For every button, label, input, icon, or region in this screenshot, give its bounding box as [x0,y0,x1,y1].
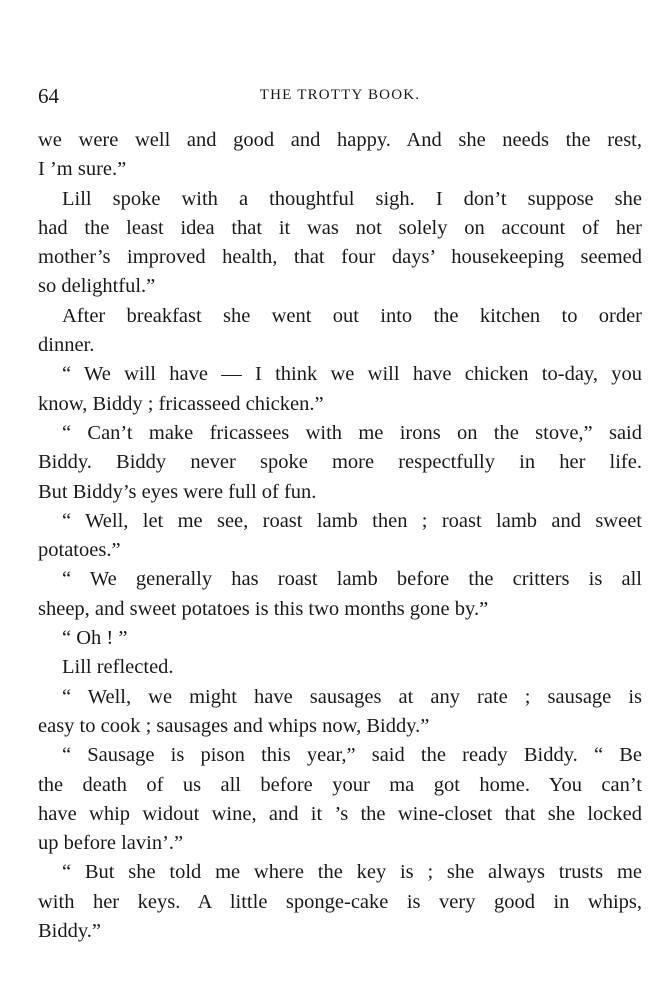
page-number: 64 [38,84,59,108]
running-title: THE TROTTY BOOK. [259,87,421,103]
text-line: Biddy. Biddy never spoke more respectfully in her life. [38,451,642,474]
text-line: easy to cook ; sausages and whips now, Biddy.” [38,714,430,737]
text-line: know, Biddy ; fricasseed chicken.” [38,392,324,415]
text-line: have whip widout wine, and it ’s the wine-closet that she locked [38,802,642,825]
text-line: mother’s improved health, that four days’ housekeeping seemed [38,246,642,269]
text-line: up before lavin’.” [38,832,184,855]
text-line: sheep, and sweet potatoes is this two months gone by.” [38,597,489,620]
text-line: I ’m sure.” [38,158,127,181]
text-line: “ Can’t make fricassees with me irons on the stove,” said [62,421,642,444]
text-line: the death of us all before your ma got home. You can’t [38,773,642,796]
text-line: we were well and good and happy. And she needs the rest, [38,129,642,151]
text-line: dinner. [38,334,95,357]
text-line: potatoes.” [38,539,121,562]
text-line: “ Well, let me see, roast lamb then ; roast lamb and sweet [62,509,642,532]
text-line: After breakfast she went out into the kitchen to order [62,304,642,327]
running-head [38,84,642,112]
text-line: so delightful.” [38,275,156,298]
text-line: had the least idea that it was not solely on account of her [38,216,642,239]
text-line: “ Well, we might have sausages at any rate ; sausage is [62,685,642,708]
text-line: with her keys. A little sponge-cake is very good in whips, [38,890,642,913]
text-line: Biddy.” [38,920,102,943]
text-line: Lill reflected. [62,656,174,679]
body-text [38,126,642,946]
text-line: Lill spoke with a thoughtful sigh. I don’t suppose she [62,187,642,210]
text-line: “ But she told me where the key is ; she always trusts me [62,861,642,884]
text-line: “ We will have — I think we will have chicken to-day, you [62,363,642,386]
text-line: But Biddy’s eyes were full of fun. [38,480,317,503]
text-line: “ Oh ! ” [62,627,128,650]
text-line: “ We generally has roast lamb before the critters is all [62,568,642,591]
text-line: “ Sausage is pison this year,” said the ready Biddy. “ Be [62,744,642,767]
